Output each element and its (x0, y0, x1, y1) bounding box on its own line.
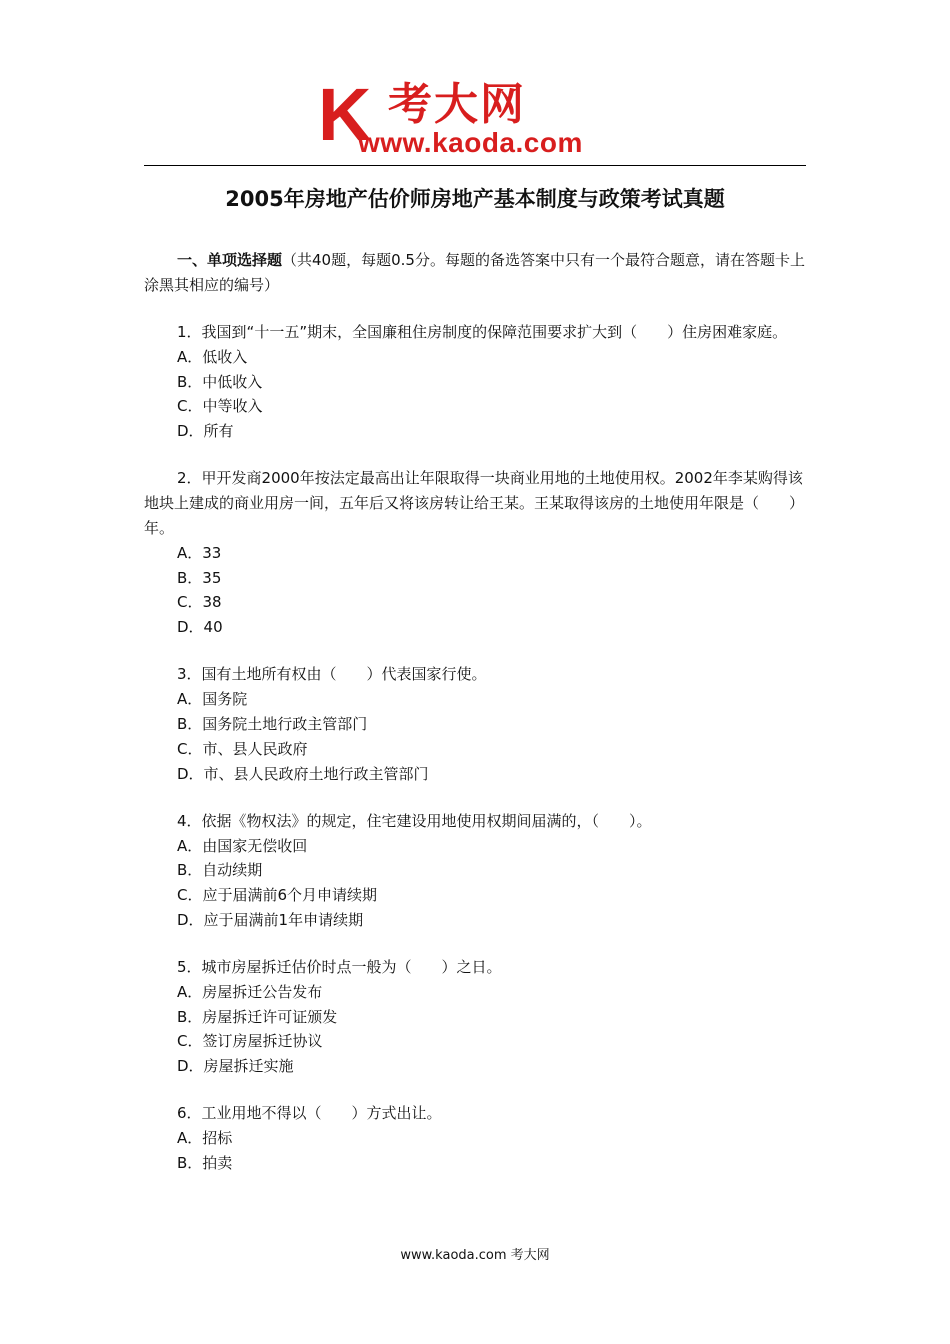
section-intro (144, 248, 808, 298)
option-c: C．应于届满前6个月申请续期 (177, 886, 378, 905)
section-heading: 一、单项选择题 (177, 251, 283, 269)
option-a: A．33 (177, 543, 222, 562)
option-a: A．国务院 (177, 690, 248, 709)
header-divider (144, 165, 806, 166)
question-2 (144, 466, 808, 640)
question-6 (144, 1101, 808, 1175)
option-b: B．自动续期 (177, 861, 263, 880)
section-instruction: （共40题，每题0.5分。每题的备选答案中只有一个最符合题意，请在答题卡上涂黑其相应的编号） (144, 251, 805, 294)
logo-site-name: 考大网 (388, 79, 526, 130)
option-a: A．房屋拆迁公告发布 (177, 982, 323, 1001)
option-d: D．40 (177, 618, 223, 637)
question-stem: 6．工业用地不得以（ ）方式出让。 (177, 1104, 442, 1123)
question-4 (144, 809, 808, 933)
question-stem: 2．甲开发商2000年按法定最高出让年限取得一块商业用地的土地使用权。2002年李某购得该地块上建成的商业用房一间，五年后又将该房转让给王某。王某取得该房的土地使用年限是（ ）年。 (144, 469, 805, 537)
option-a: A．招标 (177, 1129, 233, 1148)
option-c: C．签订房屋拆迁协议 (177, 1032, 323, 1051)
option-c: C．市、县人民政府 (177, 739, 308, 758)
option-c: C．38 (177, 593, 222, 612)
option-d: D．所有 (177, 422, 234, 441)
kaoda-logo (318, 73, 648, 160)
page-title: 2005年房地产估价师房地产基本制度与政策考试真题 (225, 187, 725, 211)
option-c: C．中等收入 (177, 397, 263, 416)
exam-content (144, 248, 808, 1176)
question-1 (144, 320, 808, 444)
option-b: B．房屋拆迁许可证颁发 (177, 1007, 338, 1026)
option-b: B．中低收入 (177, 372, 263, 391)
page-footer: www.kaoda.com 考大网 (400, 1248, 550, 1263)
option-b: B．拍卖 (177, 1154, 233, 1173)
question-3 (144, 662, 808, 786)
option-d: D．房屋拆迁实施 (177, 1057, 294, 1076)
question-stem: 5．城市房屋拆迁估价时点一般为（ ）之日。 (177, 958, 502, 977)
option-d: D．应于届满前1年申请续期 (177, 910, 364, 929)
logo-url: www.kaoda.com (358, 127, 583, 158)
option-d: D．市、县人民政府土地行政主管部门 (177, 764, 429, 783)
question-stem: 4．依据《物权法》的规定，住宅建设用地使用权期间届满的，（ ）。 (177, 811, 652, 830)
option-b: B．35 (177, 568, 222, 587)
option-a: A．低收入 (177, 347, 248, 366)
question-5 (144, 955, 808, 1079)
logo-k-mark: K (318, 73, 370, 156)
question-stem: 1．我国到“十一五”期末，全国廉租住房制度的保障范围要求扩大到（ ）住房困难家庭。 (177, 322, 788, 341)
question-stem: 3．国有土地所有权由（ ）代表国家行使。 (177, 665, 487, 684)
option-b: B．国务院土地行政主管部门 (177, 714, 368, 733)
option-a: A．由国家无偿收回 (177, 836, 308, 855)
